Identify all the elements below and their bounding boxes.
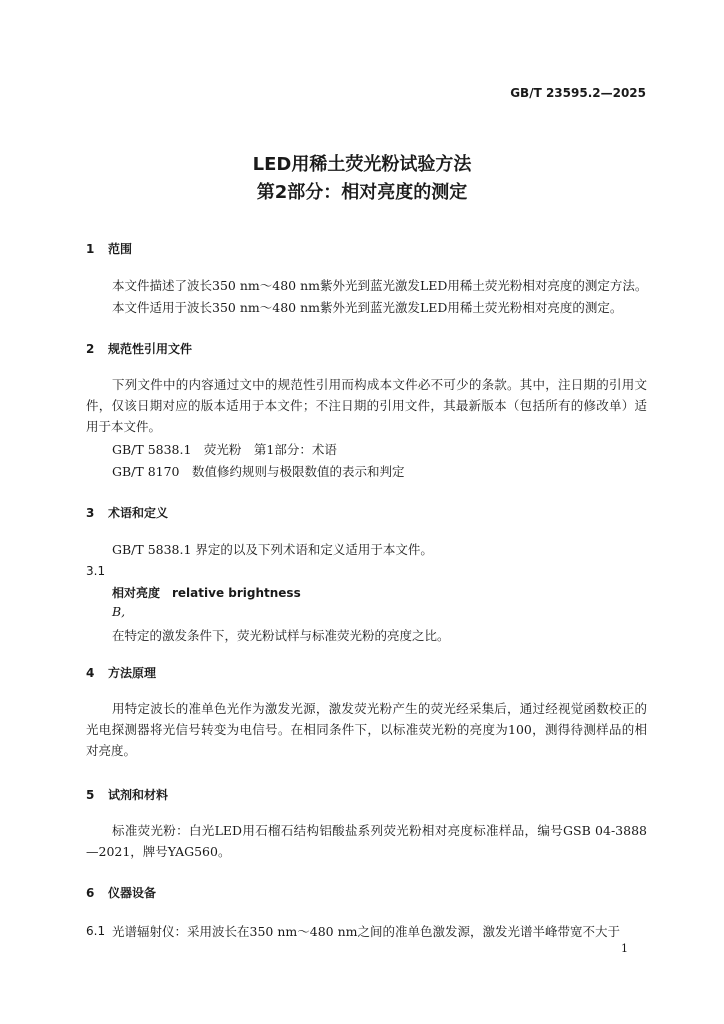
paragraph: 下列文件中的内容通过文中的规范性引用而构成本文件必不可少的条款。其中，注日期的引用文件，仅该日期对应的版本适用于本文件；不注日期的引用文件，其最新版本（包括所有的修改单）适用于本文件。	[86, 377, 647, 434]
normative-reference: GB/T 8170 数值修约规则与极限数值的表示和判定	[112, 464, 405, 479]
section-title: 术语和定义	[108, 506, 169, 520]
subclause-number: 3.1	[86, 564, 106, 578]
section-2-heading	[86, 340, 192, 357]
paragraph: GB/T 5838.1 界定的以及下列术语和定义适用于本文件。	[112, 542, 433, 557]
section-number: 3	[86, 506, 95, 520]
section-number: 4	[86, 666, 95, 680]
section-title: 规范性引用文件	[108, 342, 193, 356]
page-number: 1	[621, 942, 628, 955]
term-entry: 相对亮度 relative brightness	[112, 586, 301, 600]
paragraph: 用特定波长的准单色光作为激发光源，激发荧光粉产生的荧光经采集后，通过经视觉函数校正的光电探测器将光信号转变为电信号。在相同条件下，以标准荧光粉的亮度为100，测得待测样品的相对亮度。	[86, 701, 647, 758]
subclause-number: 6.1	[86, 924, 106, 938]
section-title: 仪器设备	[108, 886, 157, 900]
section-3-heading	[86, 504, 168, 521]
section-title: 范围	[108, 242, 133, 256]
normative-reference: GB/T 5838.1 荧光粉 第1部分：术语	[112, 442, 337, 457]
section-5-heading	[86, 786, 168, 803]
paragraph: 光谱辐射仪：采用波长在350 nm～480 nm之间的准单色激发源，激发光谱半峰带宽不大于	[112, 924, 620, 939]
section-1-heading	[86, 240, 132, 257]
section-4-heading	[86, 664, 156, 681]
paragraph: 本文件描述了波长350 nm～480 nm紫外光到蓝光激发LED用稀土荧光粉相对亮度的测定方法。	[112, 278, 648, 293]
section-title: 试剂和材料	[108, 788, 169, 802]
section-number: 2	[86, 342, 95, 356]
paragraph: 本文件适用于波长350 nm～480 nm紫外光到蓝光激发LED用稀土荧光粉相对亮度的测定。	[112, 300, 623, 315]
term-symbol: B,	[112, 604, 126, 619]
section-number: 1	[86, 242, 95, 256]
doc-subtitle: 第2部分：相对亮度的测定	[256, 182, 468, 203]
section-title: 方法原理	[108, 666, 157, 680]
section-number: 6	[86, 886, 95, 900]
doc-title: LED用稀土荧光粉试验方法	[252, 154, 472, 175]
section-number: 5	[86, 788, 95, 802]
standard-id: GB/T 23595.2—2025	[510, 86, 646, 100]
term-definition: 在特定的激发条件下，荧光粉试样与标准荧光粉的亮度之比。	[112, 628, 450, 643]
paragraph: 标准荧光粉：白光LED用石榴石结构铝酸盐系列荧光粉相对亮度标准样品，编号GSB 04-3888—2021，牌号YAG560。	[86, 823, 647, 859]
section-6-heading	[86, 884, 156, 901]
